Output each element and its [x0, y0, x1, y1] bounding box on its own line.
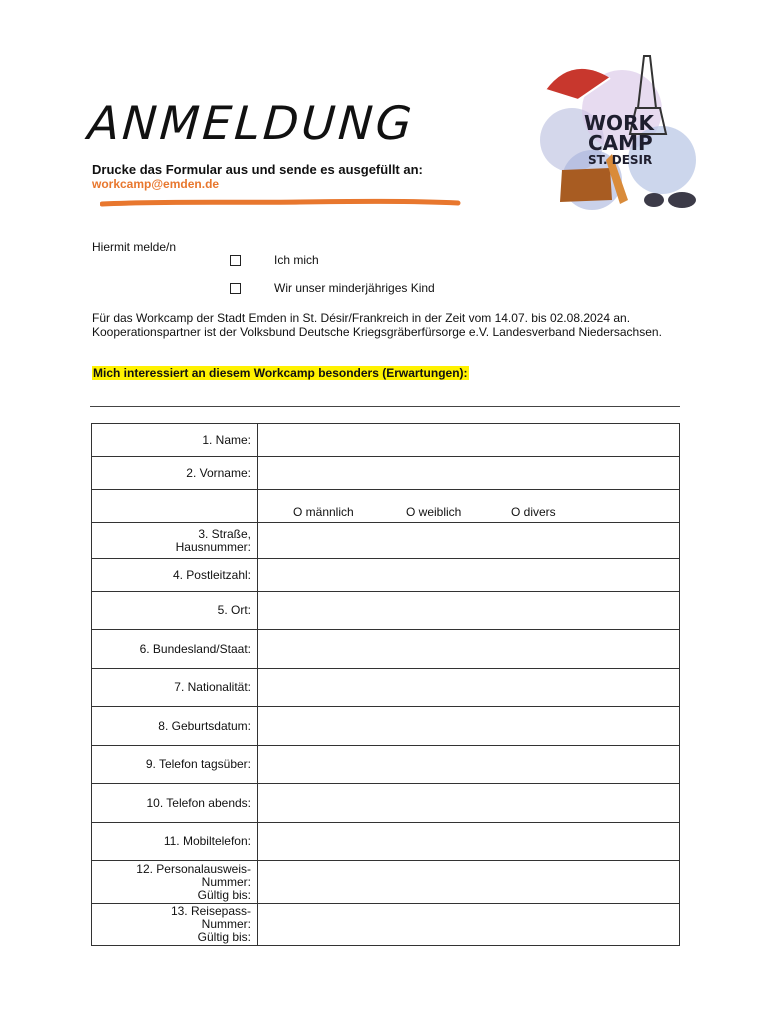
strasse-label-line2: Hausnummer:: [175, 539, 251, 554]
nationalitaet-field[interactable]: [258, 669, 680, 707]
ausweis-field[interactable]: [258, 861, 680, 904]
ausweis-label-line1: 12. Personalausweis-: [136, 861, 251, 876]
table-row: [92, 523, 680, 559]
telefon-abend-label: 10. Telefon abends:: [92, 784, 258, 823]
ausweis-label-line3: Gültig bis:: [197, 887, 251, 902]
strasse-label: [92, 523, 258, 559]
strasse-label-line1: 3. Straße,: [198, 526, 251, 541]
table-row: [92, 861, 680, 904]
table-row: [92, 559, 680, 592]
reisepass-label-line3: Gültig bis:: [197, 930, 251, 944]
ausweis-label-line2: Nummer:: [201, 874, 251, 889]
registration-intro: Hiermit melde/n: [92, 240, 177, 254]
page-title: ANMELDUNG: [86, 96, 417, 150]
checkbox-minor-child[interactable]: [230, 283, 241, 294]
workcamp-logo: [532, 50, 712, 214]
strasse-field[interactable]: [258, 523, 680, 559]
table-row: [92, 746, 680, 784]
gender-option-male[interactable]: O männlich: [293, 505, 354, 519]
reisepass-label-line1: 13. Reisepass-: [170, 904, 251, 918]
logo-text-camp: CAMP: [588, 131, 653, 155]
workcamp-description: Für das Workcamp der Stadt Emden in St. Désir/Frankreich in der Zeit vom 14.07. bis 02.08.2024 an. Kooperationspartner ist der Volksbund Deutsche Kriegsgräberfürsorge e.V. Landesverband Niedersachsen.: [92, 311, 662, 339]
gender-option-diverse[interactable]: O divers: [511, 505, 556, 519]
table-row: [92, 457, 680, 490]
vorname-field[interactable]: [258, 457, 680, 490]
option-self[interactable]: [230, 253, 319, 267]
expectations-input-line[interactable]: [90, 406, 680, 407]
ort-field[interactable]: [258, 592, 680, 630]
checkbox-self[interactable]: [230, 255, 241, 266]
table-row: [92, 592, 680, 630]
telefon-tag-field[interactable]: [258, 746, 680, 784]
table-row: [92, 424, 680, 457]
bundesland-label: 6. Bundesland/Staat:: [92, 630, 258, 669]
option-minor-child-label: Wir unser minderjähriges Kind: [274, 281, 435, 295]
email-address[interactable]: workcamp@emden.de: [92, 177, 220, 191]
gender-options: [258, 490, 680, 523]
table-row: [92, 823, 680, 861]
geburtsdatum-field[interactable]: [258, 707, 680, 746]
table-row: [92, 669, 680, 707]
bundesland-field[interactable]: [258, 630, 680, 669]
table-row: [92, 630, 680, 669]
registration-form-table: [91, 423, 680, 946]
logo-text-work: WORK: [584, 111, 654, 135]
ort-label: 5. Ort:: [92, 592, 258, 630]
geburtsdatum-label: 8. Geburtsdatum:: [92, 707, 258, 746]
option-self-label: Ich mich: [274, 253, 319, 267]
reisepass-field[interactable]: [258, 904, 680, 946]
gender-label-cell: [92, 490, 258, 523]
logo-text-stdesir: ST. DESIR: [588, 153, 653, 167]
telefon-tag-label: 9. Telefon tagsüber:: [92, 746, 258, 784]
table-row: [92, 707, 680, 746]
ausweis-label: [92, 861, 258, 904]
name-label: 1. Name:: [92, 424, 258, 457]
mobil-label: 11. Mobiltelefon:: [92, 823, 258, 861]
brush-stroke-divider: [100, 198, 462, 208]
mobil-field[interactable]: [258, 823, 680, 861]
table-row: [92, 490, 680, 523]
plz-field[interactable]: [258, 559, 680, 592]
interest-prompt: Mich interessiert an diesem Workcamp besonders (Erwartungen):: [93, 366, 468, 380]
table-row: [92, 784, 680, 823]
plz-label: 4. Postleitzahl:: [92, 559, 258, 592]
vorname-label: 2. Vorname:: [92, 457, 258, 490]
nationalitaet-label: 7. Nationalität:: [92, 669, 258, 707]
table-row: [92, 904, 680, 946]
reisepass-label: [92, 904, 258, 946]
reisepass-label-line2: Nummer:: [201, 917, 251, 931]
name-field[interactable]: [258, 424, 680, 457]
instruction-text: Drucke das Formular aus und sende es ausgefüllt an:: [92, 162, 423, 177]
option-minor-child[interactable]: [230, 281, 435, 295]
gender-option-female[interactable]: O weiblich: [406, 505, 462, 519]
telefon-abend-field[interactable]: [258, 784, 680, 823]
